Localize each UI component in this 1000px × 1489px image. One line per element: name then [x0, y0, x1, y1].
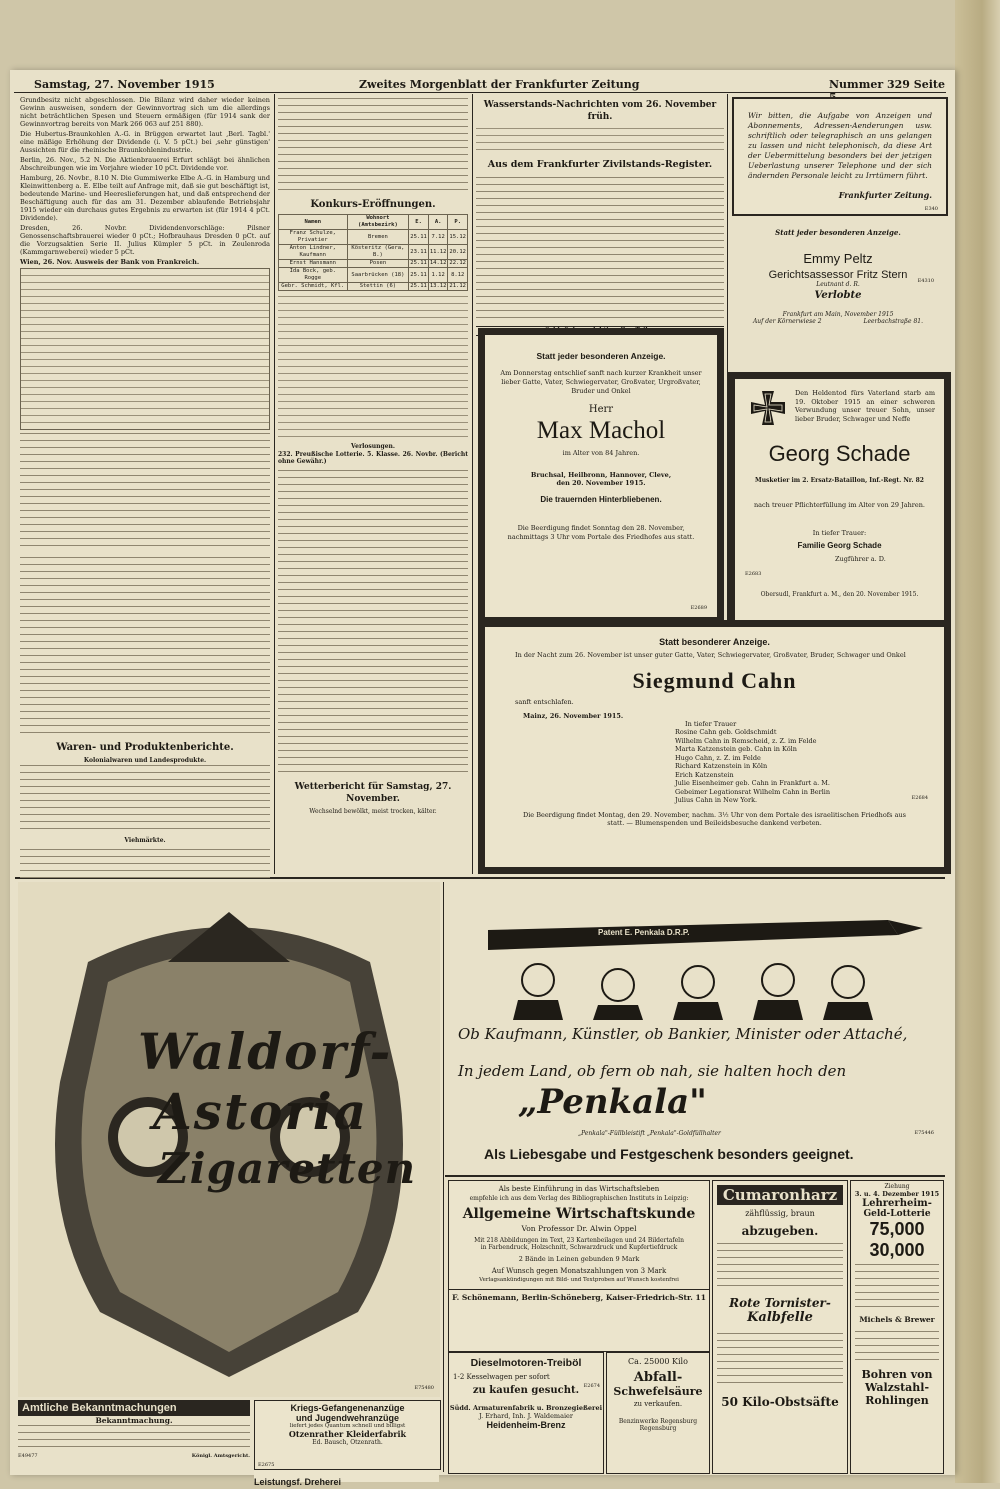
- engagement-top: Statt jeder besonderen Anzeige.: [775, 228, 901, 237]
- obituary-cahn: [478, 620, 951, 874]
- table-cell: 25.11: [409, 268, 429, 283]
- masthead-date: Samstag, 27. November 1915: [34, 78, 215, 91]
- bekannt-heading: Amtliche Bekanntmachungen: [18, 1400, 250, 1416]
- table-cell: 14.12: [429, 260, 447, 266]
- cumaron-l2: zähflüssig, braun: [745, 1209, 815, 1218]
- column-finance: [20, 96, 270, 871]
- waldorf-code: E75480: [414, 1385, 434, 1391]
- cahn-family-member: Rosine Cahn geb. Goldschmidt: [675, 728, 777, 736]
- cahn-family-member: Gebeimer Legationsrat Wilhelm Cahn in Berlin: [675, 787, 831, 796]
- cahn-family-member: Hugo Cahn, z. Z. im Felde: [675, 753, 761, 762]
- abfall-ad: [606, 1352, 710, 1474]
- kriegs-l3: liefert jedes Quantum schnell und billigst: [289, 1423, 406, 1429]
- cahn-top: Statt besonderer Anzeige.: [659, 637, 770, 647]
- book-binding: [955, 0, 1000, 1483]
- lotterie-numbers: [278, 468, 468, 778]
- cumaron-l1: Cumaronharz: [717, 1185, 843, 1205]
- bekannt-sign: Königl. Amtsgericht.: [191, 1453, 250, 1459]
- lotterie-ad: [850, 1180, 944, 1474]
- cahn-family-member: Erich Katzenstein: [675, 770, 734, 779]
- table-cell: Posen: [347, 260, 409, 268]
- table-cell: 8.12: [448, 268, 468, 283]
- masthead-title: Zweites Morgenblatt der Frankfurter Zeitung: [359, 78, 640, 91]
- schade-place: Obersudl, Frankfurt a. M., den 20. November 1915.: [760, 591, 919, 598]
- table-cell: 7.12: [428, 230, 448, 245]
- cahn-place: Mainz, 26. November 1915.: [523, 712, 624, 720]
- engagement-label: Verlobte: [814, 290, 862, 301]
- penkala-ad: [448, 890, 938, 1170]
- waldorf-line3: Zigaretten: [158, 1144, 417, 1193]
- wirtschaft-pay: Auf Wunsch gegen Monatszahlungen von 3 Mark: [491, 1267, 667, 1275]
- table-cell: 11.12: [428, 245, 448, 260]
- table-cell: Ernst Hansmann: [279, 260, 348, 268]
- lot-l1: Ziehung: [884, 1183, 910, 1190]
- cahn-family-member: Marta Katzenstein geb. Cahn in Köln: [675, 745, 797, 753]
- text-block: [20, 432, 270, 552]
- waldorf-line2: Astoria: [153, 1082, 369, 1141]
- table-row: [279, 260, 468, 268]
- schade-intro: Den Heldentod fürs Vaterland starb am 19. Oktober 1915 an einer schweren Verwundung unser treuer Sohn, unser lieber Bruder, Schwager und Neffe: [795, 389, 935, 423]
- schade-name: Georg Schade: [768, 441, 911, 466]
- section-rule: [445, 1175, 945, 1177]
- machol-funeral: Die Beerdigung findet Sonntag den 28. November, nachmittags 3 Uhr vom Portale des Friedhofes aus statt.: [507, 524, 695, 541]
- cahn-family-member: Julie Eisenheimer geb. Cahn in Frankfurt a. M.: [675, 779, 830, 787]
- lot-l10: Rohlingen: [865, 1394, 929, 1407]
- abfall-l2: Abfall-: [633, 1370, 683, 1385]
- table-cell: Stettin (6): [347, 283, 409, 291]
- wirtschaft-ill2: in Farbendruck, Holzschnitt, Schwarzdruck und Kupfertiefdruck: [480, 1244, 678, 1251]
- table-header: P.: [448, 215, 468, 230]
- engagement-addr1: Auf der Körnerwiese 2: [752, 318, 822, 325]
- lot-l2: 3. u. 4. Dezember 1915: [854, 1190, 940, 1198]
- abfall-l1: Ca. 25000 Kilo: [628, 1357, 688, 1366]
- penkala-brand: „Penkala": [518, 1082, 707, 1122]
- kriegs-ad: [254, 1400, 441, 1470]
- column-wasserstand: [476, 96, 724, 326]
- table-header: Wohnort (Amtsbezirk): [347, 215, 409, 230]
- engagement-place: Frankfurt am Main, November 1915: [782, 311, 894, 318]
- cumaron-text: [717, 1242, 843, 1292]
- schade-rank: Musketier im 2. Ersatz-Bataillon, Inf.-Regt. Nr. 82: [755, 477, 924, 484]
- table-row: [279, 283, 468, 291]
- weather-heading: Wetterbericht für Samstag, 27. November.: [294, 781, 452, 804]
- cahn-funeral: Die Beerdigung findet Montag, den 29. November, nachm. 3½ Uhr von dem Portale des israelitischen Friedhofs aus statt. — Blumenspenden und Beileidsbesuche dankend verbeten.: [523, 810, 906, 827]
- kriegs-l5: Ed. Bausch, Otzenrath.: [312, 1439, 383, 1446]
- lotterie-text: [855, 1326, 939, 1366]
- abfall-l3: Schwefelsäure: [613, 1385, 703, 1398]
- lot-l3: Lehrerheim-: [862, 1198, 932, 1209]
- machol-age: im Alter von 84 Jahren.: [562, 449, 640, 457]
- table-cell: Bremen: [347, 230, 409, 245]
- column-rule: [274, 94, 275, 874]
- column-rule: [443, 882, 444, 1472]
- schade-family2: Zugführer a. D.: [835, 555, 886, 563]
- table-cell: Gebr. Schmidt, Kfl.: [279, 283, 348, 291]
- machol-mourners: Die trauernden Hinterbliebenen.: [540, 495, 662, 504]
- schade-after: nach treuer Pflichterfüllung im Alter von 29 Jahren.: [753, 501, 926, 509]
- penkala-code: E75446: [914, 1130, 934, 1136]
- penkala-line2: In jedem Land, ob fern ob nah, sie halten hoch den: [458, 1062, 847, 1080]
- iron-cross-icon: [749, 389, 787, 427]
- table-header: E.: [409, 215, 429, 230]
- wirtschaft-rec: empfehle ich aus dem Verlag des Bibliographischen Instituts in Leipzig:: [469, 1195, 689, 1202]
- table-header: A.: [428, 215, 448, 230]
- penkala-sub: „Penkala"-Füllbleistift „Penkala"-Goldfüllhalter: [578, 1130, 721, 1137]
- diesel-code: E2674: [583, 1383, 600, 1389]
- table-row: [279, 245, 468, 260]
- waldorf-ad: [18, 882, 440, 1397]
- lot-l5: 75,000: [869, 1219, 925, 1239]
- lot-l4: Geld-Lotterie: [863, 1209, 931, 1219]
- wirtschaft-top: Als beste Einführung in das Wirtschaftsleben: [498, 1185, 660, 1193]
- penkala-illustration: [448, 890, 938, 1020]
- bank-table: [20, 268, 270, 430]
- article-item: Hamburg, 26. Novbr., 8.10 N. Die Gummiwerke Elbe A.-G. in Hamburg und Kleinwittenberg a. E. Elbe teilt auf Anfrage mit, daß sie gut beschäftigt ist, bedeutende Marine- und Heereslieferungen hat, und daß entsprechend der Beschäftigung auch für das am 31. Dezember ablaufende Betriebsjahr 1915 wieder ein durchaus gutes Ergebnis zu erwarten ist (für 1914 4 pCt. Dividende).: [20, 174, 270, 222]
- engagement-ad: [732, 220, 944, 370]
- table-cell: Saarbrücken (18): [347, 268, 409, 283]
- engagement-name2: Gerichtsassessor Fritz Stern: [768, 269, 908, 281]
- wasserstand-table: [476, 126, 724, 156]
- konkurs-table-continued: [278, 293, 468, 443]
- table-cell: 22.12: [449, 260, 466, 266]
- table-cell: 25.11: [410, 260, 427, 266]
- diesel-l3: zu kaufen gesucht.: [472, 1385, 580, 1396]
- cumaron-l5: Kalbfelle: [747, 1310, 813, 1325]
- notice-text: Wir bitten, die Aufgabe von Anzeigen und Abonnements, Adressen-Aenderungen usw. schriftlich oder telegraphisch an uns gelangen zu lassen und nicht telephonisch, da diese Art der Uebermittelung besonders bei der jetzigen Ueberlastung unserer Telephone und der sich ändernden Personale leicht zu Irrtümern führt.: [748, 111, 932, 180]
- cahn-text: In der Nacht zum 26. November ist unser guter Gatte, Vater, Schwiegervater, Großvater, Bruder, Schwager und Onkel: [515, 651, 906, 659]
- article-item: Berlin, 26. Nov., 5.2 N. Die Aktienbrauerei Erfurt schlägt bei ähnlichen Abschreibungen wie im Vorjahre wieder 10 pCt. Dividende vor.: [20, 156, 270, 172]
- notice-sign: Frankfurter Zeitung.: [838, 190, 932, 200]
- markets-subheading: Kolonialwaren und Landesprodukte.: [83, 757, 207, 764]
- table-cell: Ida Bock, geb. Rogge: [279, 268, 348, 283]
- abfall-l5: Benzinwerke Regensburg: [618, 1418, 698, 1425]
- text-block: [20, 844, 270, 884]
- lotterie-text: [855, 1263, 939, 1313]
- leistung-ad: [254, 1470, 439, 1487]
- penkala-line1: Ob Kaufmann, Künstler, ob Bankier, Minister oder Attaché,: [458, 1025, 908, 1043]
- konkurs-table: [278, 214, 468, 291]
- vieh-heading: Viehmärkte.: [124, 836, 166, 844]
- verlosungen-heading: Verlosungen.: [351, 443, 395, 450]
- engagement-name1: Emmy Peltz: [803, 251, 873, 266]
- article-intro: Grundbesitz nicht abgeschlossen. Die Bilanz wird daher wieder keinen Gewinn ausweisen, sondern der Gewinnvortrag sich um die allerdings nicht beträchtlichen Spesen und Steuern ermäßigen (für 1914 sank der Gewinnvortrag bereits von Mark 266 063 auf 251 880).: [20, 96, 270, 128]
- bekannt-text: [18, 1425, 250, 1453]
- wirtschaft-catalog: Verlagsankündigungen mit Bild- und Textproben auf Wunsch kostenfrei: [479, 1277, 679, 1283]
- weather-text: Wechselnd bewölkt, meist trocken, kälter.: [309, 807, 437, 815]
- table-cell: 21.12: [449, 283, 466, 289]
- engagement-rank: Leutnant d. R.: [816, 281, 860, 288]
- cahn-family-member: Julius Cahn in New York.: [675, 796, 758, 804]
- column-konkurs: [278, 96, 468, 871]
- lot-l9: Walzstahl-: [864, 1381, 930, 1394]
- masthead-number: Nummer 329 Seite: [829, 78, 945, 91]
- notice-code: E340: [924, 206, 938, 212]
- cumaron-ad: [712, 1180, 848, 1474]
- table-cell: 25.11: [409, 230, 429, 245]
- table-cell: 1.12: [428, 268, 448, 283]
- cumaron-l3: abzugeben.: [741, 1224, 819, 1238]
- machol-code: E2689: [690, 605, 707, 611]
- lot-l7: Michels & Brewer: [859, 1315, 935, 1324]
- machol-title: Herr: [588, 404, 614, 415]
- text-block: [278, 96, 468, 196]
- table-cell: Franz Schulze, Privatier: [279, 230, 348, 245]
- wasserstand-heading: Wasserstands-Nachrichten vom 26. November früh.: [483, 100, 717, 122]
- column-rule: [472, 94, 473, 874]
- notice-box: [732, 97, 948, 216]
- schade-sorrow: In tiefer Trauer:: [812, 529, 867, 537]
- kriegs-l4: Otzenrather Kleiderfabrik: [288, 1429, 407, 1439]
- abfall-l6: Regensburg: [639, 1425, 677, 1432]
- cumaron-l6: 50 Kilo-Obstsäfte: [721, 1395, 839, 1409]
- cahn-family: [485, 728, 944, 805]
- lot-l8: Bohren von: [861, 1368, 933, 1381]
- engagement-addr2: Leerbachstraße 81.: [863, 318, 924, 325]
- waldorf-line1: Waldorf-: [138, 1022, 393, 1081]
- cahn-family-member: Richard Katzenstein in Köln: [675, 762, 768, 770]
- lot-l6: 30,000: [869, 1240, 925, 1260]
- schade-family: Familie Georg Schade: [797, 541, 882, 550]
- diesel-l2: 1-2 Kesselwagen per sofort: [453, 1373, 550, 1381]
- bekanntmachung-ad: [18, 1400, 250, 1475]
- wirtschaft-ad: [448, 1180, 710, 1352]
- diesel-l4: Südd. Armaturenfabrik u. Bronzegießerei: [449, 1404, 603, 1412]
- bekannt-code: E49477: [18, 1453, 38, 1459]
- wirtschaft-ill: Mit 218 Abbildungen im Text, 23 Kartenbeilagen und 24 Bildertafeln: [474, 1237, 684, 1244]
- lotterie-heading: 232. Preußische Lotterie. 5. Klasse. 26. Novbr. (Bericht ohne Gewähr.): [278, 450, 468, 465]
- article-item: Die Hubertus-Braunkohlen A.-G. in Brüggen erwartet laut ‚Berl. Tagbl.' eine mäßige Erhöhung der Dividende (i. V. 5 pCt.) bei ‚sehr günstigen' Aussichten für die rheinische Braunkohlenindustrie.: [20, 130, 270, 154]
- zivilstand-text: [476, 174, 724, 324]
- kriegs-l2: und Jugendwehranzüge: [295, 1413, 399, 1423]
- markets-heading: Waren- und Produktenberichte.: [56, 742, 234, 753]
- table-row: [279, 268, 468, 283]
- machol-date: den 20. November 1915.: [556, 479, 646, 487]
- text-block: [20, 554, 270, 739]
- machol-name: Max Machol: [536, 417, 666, 444]
- abfall-l4: zu verkaufen.: [633, 1400, 683, 1408]
- penkala-pen-label: Patent E. Penkala D.R.P.: [598, 928, 690, 937]
- table-row: [279, 230, 468, 245]
- table-cell: 20.12: [448, 245, 468, 260]
- wirtschaft-bind: 2 Bände in Leinen gebunden 9 Mark: [518, 1255, 640, 1263]
- kriegs-code: E2675: [258, 1462, 275, 1468]
- kriegs-l1: Kriegs-Gefangenenanzüge: [290, 1403, 405, 1413]
- diesel-l5: J. Erhard, Inh. J. Waldemaier: [478, 1412, 573, 1420]
- cahn-name: Siegmund Cahn: [632, 668, 797, 693]
- penkala-slogan: Als Liebesgabe und Festgeschenk besonders geeignet.: [484, 1146, 854, 1162]
- machol-text: Am Donnerstag entschlief sanft nach kurzer Krankheit unser lieber Gatte, Vater, Schwiegervater, Großvater, Urgroßvater, Bruder und Onkel: [500, 369, 702, 395]
- zivilstand-heading: Aus dem Frankfurter Zivilstands-Register.: [487, 159, 713, 170]
- table-cell: Anton Lindner, Kaufmann: [279, 245, 348, 260]
- diesel-l6: Heidenheim-Brenz: [486, 1420, 566, 1430]
- masthead: [14, 78, 946, 93]
- wirtschaft-title: Allgemeine Wirtschaftskunde: [462, 1206, 696, 1222]
- table-cell: 23.11: [409, 245, 429, 260]
- cumaron-l4: Rote Tornister-: [729, 1296, 831, 1310]
- text-block: [20, 765, 270, 835]
- cahn-code: E2684: [911, 795, 928, 801]
- engagement-code: E4310: [917, 278, 934, 284]
- machol-places: Bruchsal, Heilbronn, Hannover, Cleve,: [530, 471, 672, 479]
- leistung-l1: Leistungsf. Dreherei: [254, 1477, 342, 1487]
- table-header: Namen: [279, 215, 348, 230]
- obituary-schade: [728, 372, 951, 631]
- table-cell: 15.12: [448, 230, 468, 245]
- konkurs-heading: Konkurs-Eröffnungen.: [310, 199, 436, 210]
- diesel-l1: Dieselmotoren-Treiböl: [470, 1357, 582, 1369]
- machol-top: Statt jeder besonderen Anzeige.: [536, 351, 666, 361]
- schade-code: E2683: [745, 571, 762, 577]
- table-cell: Kösteritz (Gera, B.): [347, 245, 409, 260]
- cahn-sorrow: In tiefer Trauer: [685, 720, 737, 728]
- wirtschaft-author: Von Professor Dr. Alwin Oppel: [521, 1224, 637, 1233]
- article-item: Dresden, 26. Novbr. Dividendenvorschläge: Pilsner Genossenschaftsbrauerei wieder 0 pCt.; Hofbrauhaus Dresden 0 pCt. auf die Vorzugsaktien Serie II. Julius Kümpler 5 pCt. in Zeulenroda (Kammgarnweberei) wieder 5 pCt.: [20, 224, 270, 256]
- cahn-after: sanft entschlafen.: [515, 698, 574, 706]
- table-cell: 25.11: [410, 283, 427, 289]
- diesel-ad: [448, 1352, 604, 1474]
- article-item: Wien, 26. Nov. Ausweis der Bank von Frankreich.: [20, 258, 200, 266]
- cahn-family-member: Wilhelm Cahn in Remscheid, z. Z. im Felde: [675, 736, 817, 745]
- bekannt-subheading: Bekanntmachung.: [95, 1416, 173, 1425]
- obituary-machol: [478, 328, 724, 624]
- cumaron-text: [717, 1329, 843, 1389]
- wirtschaft-seller: F. Schönemann, Berlin-Schöneberg, Kaiser-Friedrich-Str. 11: [449, 1289, 709, 1302]
- table-cell: 13.12: [429, 283, 447, 289]
